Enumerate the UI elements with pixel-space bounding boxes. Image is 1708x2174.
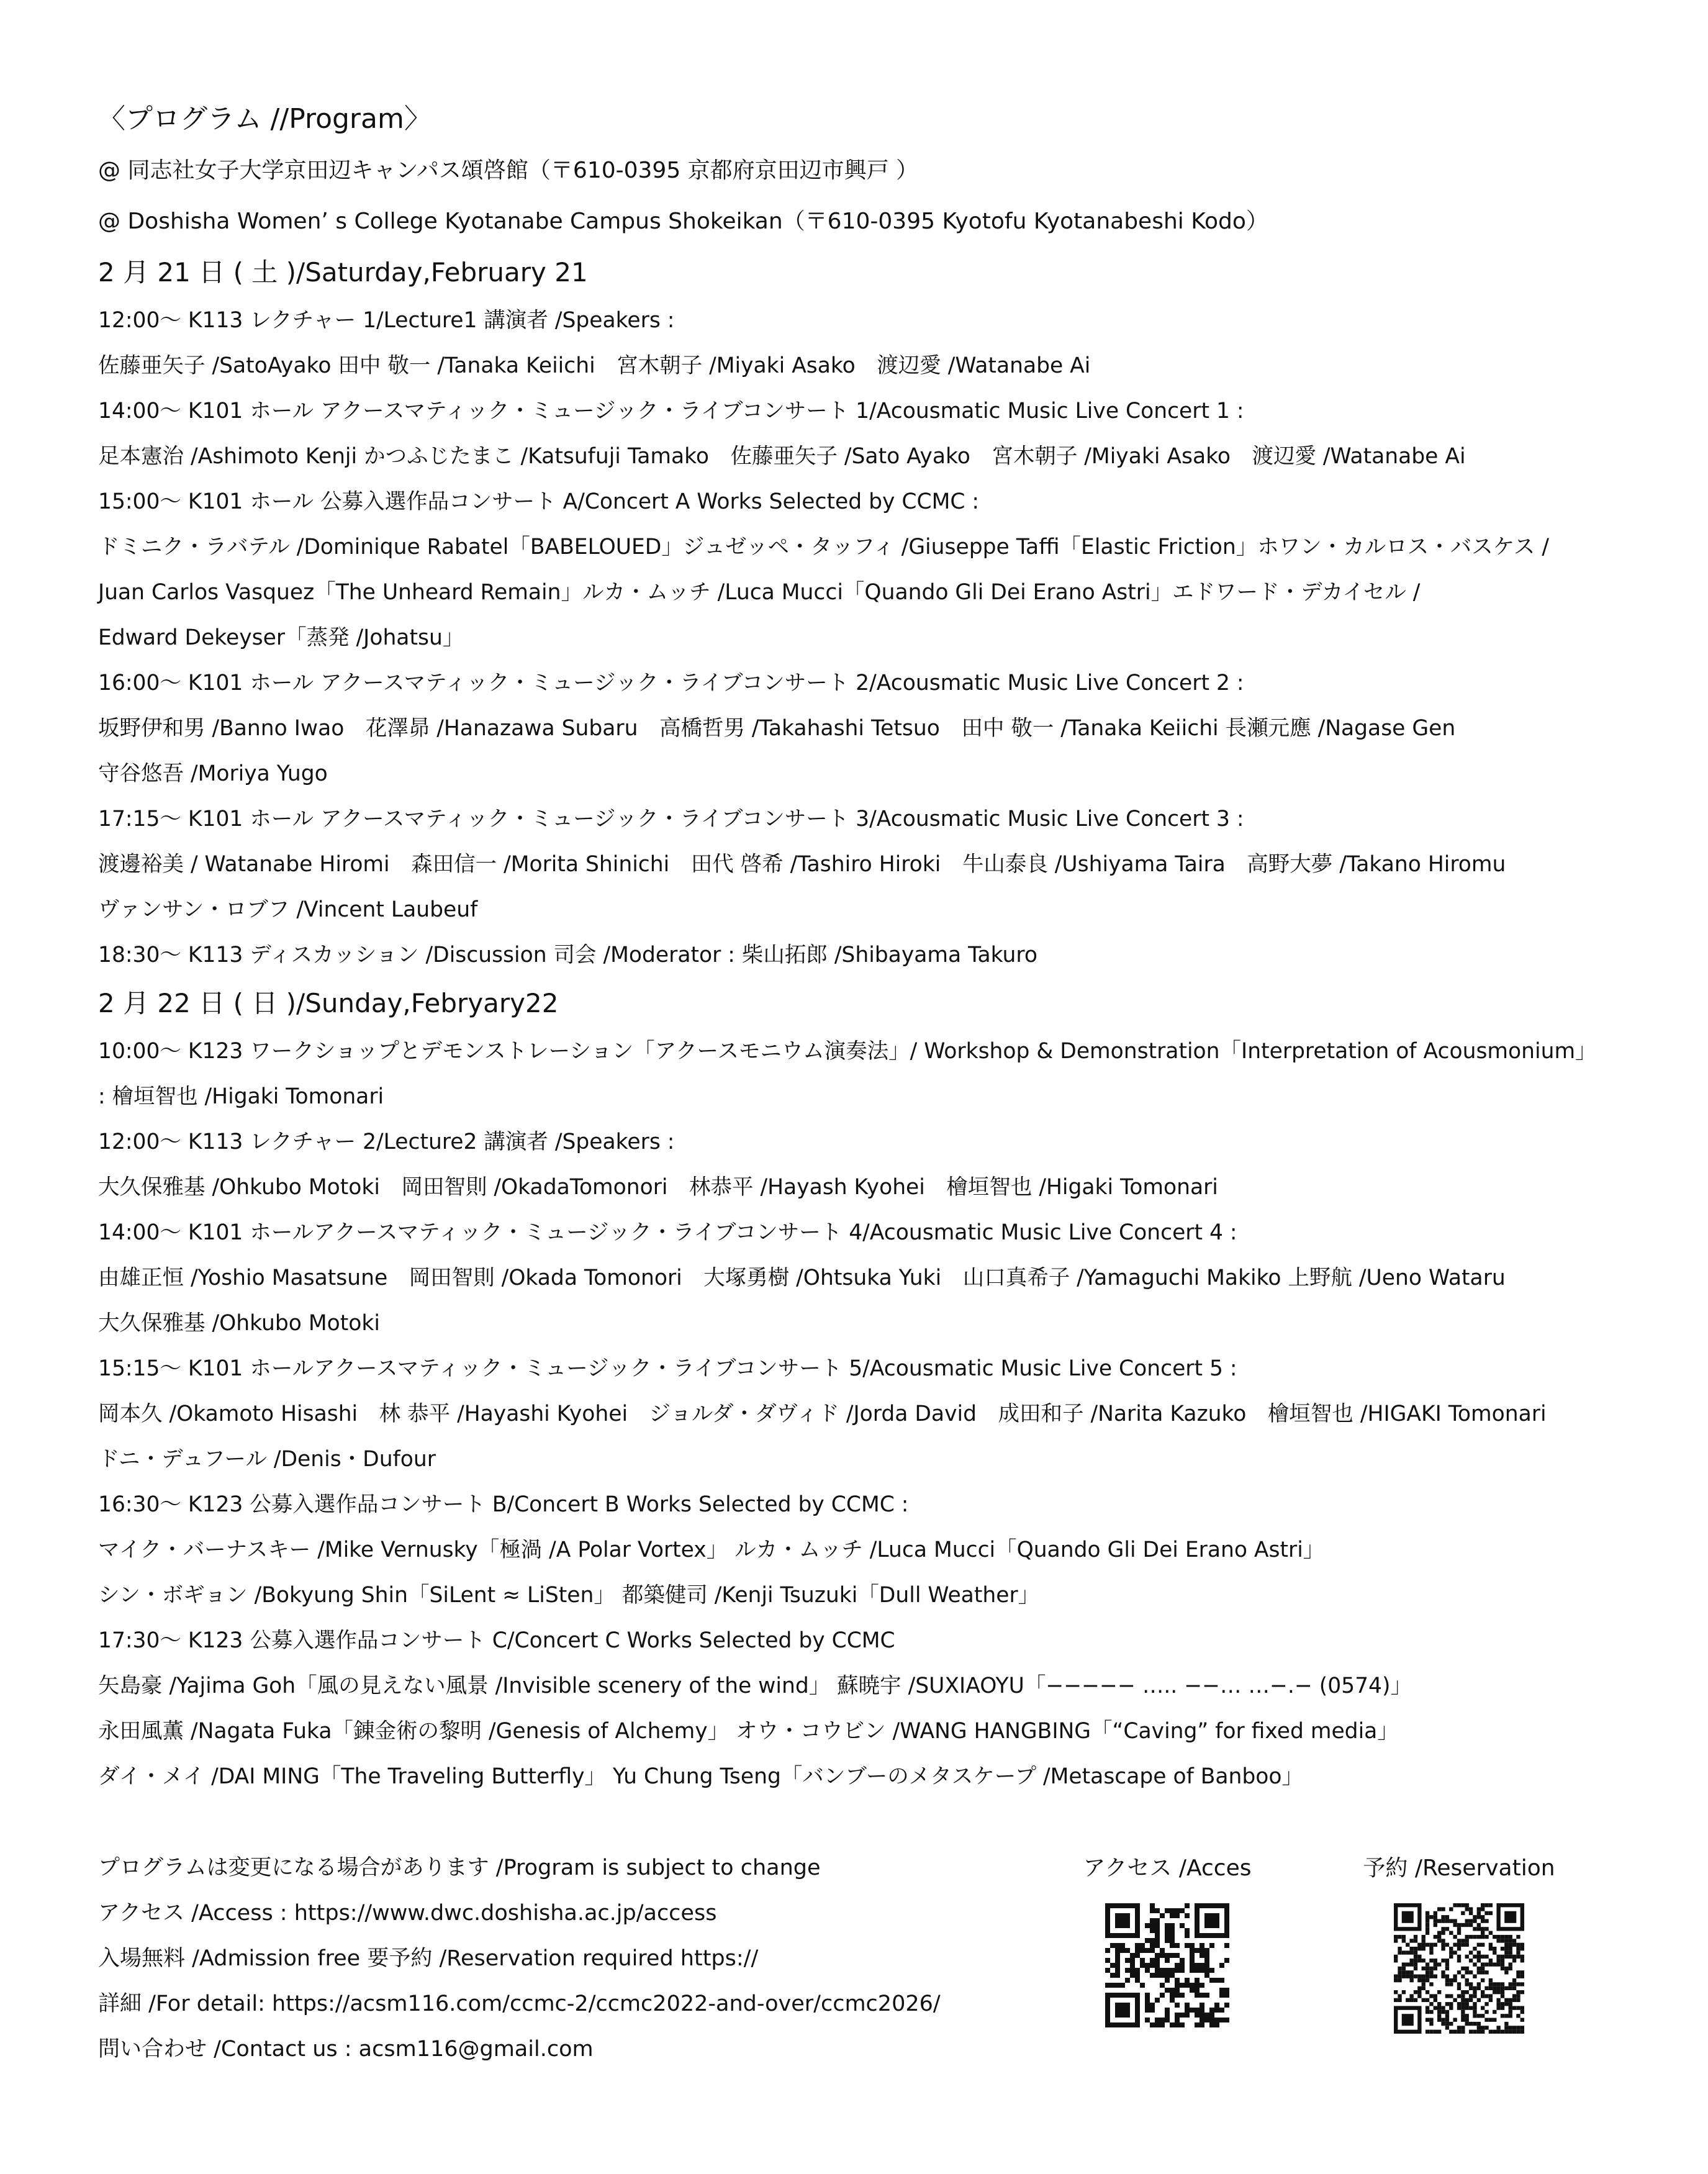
access-qr-block: [1074, 1846, 1260, 2027]
footer-info: [98, 1846, 1029, 2072]
reservation-info[interactable]: 入場無料 /Admission free 要予約 /Reservation required https://: [98, 1946, 759, 1971]
schedule-line: Edward Dekeyser「蒸発 /Johatsu」: [98, 625, 464, 650]
schedule-line: シン・ボギョン /Bokyung Shin「SiLent ≈ LiSten」 都築健司 /Kenji Tsuzuki「Dull Weather」: [98, 1583, 1040, 1608]
schedule-line: ヴァンサン・ロブフ /Vincent Laubeuf: [98, 897, 478, 922]
schedule-line: 坂野伊和男 /Banno Iwao 花澤昴 /Hanazawa Subaru 高橋哲男 /Takahashi Tetsuo 田中 敬一 /Tanaka Keiichi 長瀬元應 /Nagase Gen: [98, 716, 1456, 741]
schedule-line: 足本憲治 /Ashimoto Kenji かつふじたまこ /Katsufuji Tamako 佐藤亜矢子 /Sato Ayako 宮木朝子 /Miyaki Asako 渡辺愛 /Watanabe Ai: [98, 444, 1466, 469]
schedule-line: 永田風薫 /Nagata Fuka「錬金術の黎明 /Genesis of Alchemy」 オウ・コウビン /WANG HANGBING「“Caving” for fixed media」: [98, 1719, 1399, 1744]
schedule-line: 17:30～ K123 公募入選作品コンサート C/Concert C Works Selected by CCMC: [98, 1628, 895, 1653]
detail-link[interactable]: 詳細 /For detail: https://acsm116.com/ccmc-2/ccmc2022-and-over/ccmc2026/: [98, 1991, 941, 2016]
schedule-line: マイク・バーナスキー /Mike Vernusky「極渦 /A Polar Vortex」 ルカ・ムッチ /Luca Mucci「Quando Gli Dei Erano Astri」: [98, 1538, 1325, 1562]
schedule-line: 16:00～ K101 ホール アクースマティック・ミュージック・ライブコンサート 2/Acousmatic Music Live Concert 2 :: [98, 671, 1244, 695]
reservation-qr-block: [1347, 1846, 1571, 2034]
schedule-line: 14:00～ K101 ホール アクースマティック・ミュージック・ライブコンサート 1/Acousmatic Music Live Concert 1 :: [98, 399, 1244, 423]
venue-english: @ Doshisha Women’ s College Kyotanabe Campus Shokeikan（〒610-0395 Kyotofu Kyotanabeshi Kodo）: [98, 209, 1268, 234]
schedule-line: 18:30～ K113 ディスカッション /Discussion 司会 /Moderator : 柴山拓郎 /Shibayama Takuro: [98, 943, 1037, 967]
schedule-line: 15:00～ K101 ホール 公募入選作品コンサート A/Concert A Works Selected by CCMC :: [98, 489, 980, 514]
schedule-line: 大久保雅基 /Ohkubo Motoki 岡田智則 /OkadaTomonori 林恭平 /Hayash Kyohei 檜垣智也 /Higaki Tomonari: [98, 1175, 1218, 1200]
contact-email[interactable]: 問い合わせ /Contact us : acsm116@gmail.com: [98, 2037, 594, 2062]
schedule-line: 守谷悠吾 /Moriya Yugo: [98, 761, 328, 786]
schedule-line: 14:00～ K101 ホールアクースマティック・ミュージック・ライブコンサート 4/Acousmatic Music Live Concert 4 :: [98, 1220, 1237, 1245]
schedule-line: 12:00～ K113 レクチャー 1/Lecture1 講演者 /Speakers :: [98, 308, 675, 333]
reservation-qr-label: 予約 /Reservation: [1363, 1855, 1555, 1881]
day1-schedule: [98, 298, 1650, 978]
day2-schedule: [98, 1029, 1650, 1800]
schedule-line: : 檜垣智也 /Higaki Tomonari: [98, 1084, 384, 1109]
schedule-line: ドニ・デュフール /Denis・Dufour: [98, 1447, 436, 1472]
reservation-qr-code-icon[interactable]: [1394, 1903, 1524, 2034]
program-heading: 〈プログラム //Program〉: [98, 103, 432, 135]
program-content: [98, 93, 1650, 1800]
schedule-line: 16:30～ K123 公募入選作品コンサート B/Concert B Works Selected by CCMC :: [98, 1492, 909, 1517]
schedule-line: 12:00～ K113 レクチャー 2/Lecture2 講演者 /Speakers :: [98, 1130, 675, 1154]
schedule-line: 由雄正恒 /Yoshio Masatsune 岡田智則 /Okada Tomonori 大塚勇樹 /Ohtsuka Yuki 山口真希子 /Yamaguchi Makiko 上野航 /Ueno Wataru: [98, 1266, 1506, 1290]
schedule-line: 岡本久 /Okamoto Hisashi 林 恭平 /Hayashi Kyohei ジョルダ・ダヴィド /Jorda David 成田和子 /Narita Kazuko 檜垣智也 /HIGAKI Tomonari: [98, 1402, 1547, 1426]
day2-title: 2 月 22 日 ( 日 )/Sunday,Febryary22: [98, 988, 559, 1018]
schedule-line: 15:15～ K101 ホールアクースマティック・ミュージック・ライブコンサート 5/Acousmatic Music Live Concert 5 :: [98, 1356, 1237, 1381]
schedule-line: 渡邊裕美 / Watanabe Hiromi 森田信一 /Morita Shinichi 田代 啓希 /Tashiro Hiroki 牛山泰良 /Ushiyama Taira 高野大夢 /Takano Hiromu: [98, 852, 1506, 877]
schedule-line: ドミニク・ラバテル /Dominique Rabatel「BABELOUED」ジュゼッペ・タッフィ /Giuseppe Taffi「Elastic Friction」ホワン・カルロス・バスケス /: [98, 535, 1549, 559]
schedule-line: 大久保雅基 /Ohkubo Motoki: [98, 1311, 380, 1336]
access-link[interactable]: アクセス /Access : https://www.dwc.doshisha.ac.jp/access: [98, 1901, 717, 1926]
schedule-line: 17:15～ K101 ホール アクースマティック・ミュージック・ライブコンサート 3/Acousmatic Music Live Concert 3 :: [98, 807, 1244, 831]
day1-title: 2 月 21 日 ( 土 )/Saturday,February 21: [98, 257, 588, 288]
access-qr-label: アクセス /Acces: [1083, 1855, 1252, 1881]
venue-japanese: @ 同志社女子大学京田辺キャンパス頌啓館（〒610-0395 京都府京田辺市興戸 ）: [98, 158, 919, 183]
access-qr-code-icon[interactable]: [1105, 1903, 1229, 2027]
schedule-line: ダイ・メイ /DAI MING「The Traveling Butterfly」 Yu Chung Tseng「バンブーのメタスケープ /Metascape of Banboo」: [98, 1764, 1304, 1789]
program-change-notice: プログラムは変更になる場合があります /Program is subject to change: [98, 1855, 821, 1880]
schedule-line: Juan Carlos Vasquez「The Unheard Remain」ルカ・ムッチ /Luca Mucci「Quando Gli Dei Erano Astri」エドワード・デカイセル /: [98, 580, 1421, 605]
schedule-line: 佐藤亜矢子 /SatoAyako 田中 敬一 /Tanaka Keiichi 宮木朝子 /Miyaki Asako 渡辺愛 /Watanabe Ai: [98, 353, 1091, 378]
schedule-line: 矢島豪 /Yajima Goh「風の見えない風景 /Invisible scenery of the wind」 蘇暁宇 /SUXIAOYU「−−−−− ….. −−… …−.− (0574)」: [98, 1674, 1412, 1698]
schedule-line: 10:00～ K123 ワークショップとデモンストレーション「アクースモニウム演奏法」/ Workshop & Demonstration「Interpretation of Acousmonium」: [98, 1039, 1597, 1064]
